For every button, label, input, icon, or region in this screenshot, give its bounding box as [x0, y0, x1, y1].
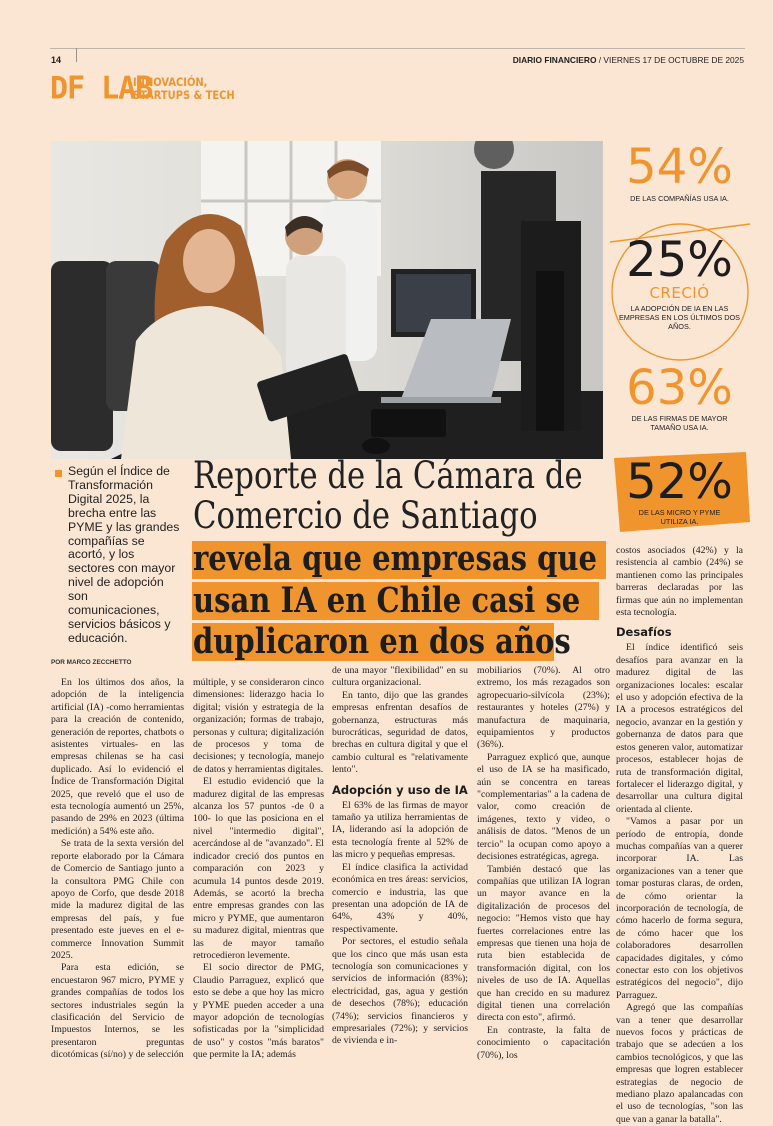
article-column-4 [477, 665, 610, 1062]
caption-marker [55, 470, 62, 477]
section-logo: DF LAB [50, 70, 153, 107]
paragraph: El estudio evidenció que la madurez digital de las empresas alcanza los 57 puntos -de 0 a 100- lo que las posiciona en el nivel "intermedio digital", acercándose al de "avanzado". El indicador creció dos puntos en comparación con 2023 y acumula 14 puntos desde 2019. Además, se acortó la brecha entre empresas grandes con las micro y PYME, que aumentaron su madurez digital, mientras que las de mayor tamaño retrocedieron levemente. [193, 776, 324, 961]
stat-52-label: DE LAS MICRO Y PYME UTILIZA IA. [638, 508, 721, 526]
headline-highlight-line3: duplicaron en dos años [193, 621, 571, 662]
page-number: 14 [51, 55, 62, 65]
article-photo [51, 141, 603, 459]
article-column-2 [193, 677, 324, 1062]
section-subtitle-line1: INNOVACIÓN, [133, 75, 208, 89]
headline-line1: Reporte de la Cámara de [193, 454, 583, 497]
stat-63-label: DE LAS FIRMAS DE MAYOR TAMAÑO USA IA. [631, 414, 728, 432]
paragraph: Se trata de la sexta versión del reporte elaborado por la Cámara de Comercio de Santiago junto a la consultora PMG Chile con apoyo de Corfo, que desde 2018 mide la madurez digital de las empresas del país, y fue presentado este jueves en el e-commerce Innovation Summit 2025. [51, 838, 184, 961]
stat-25-big-label: CRECIÓ [649, 284, 710, 302]
stat-52 [617, 454, 742, 526]
stat-54-value: 54% [626, 139, 733, 195]
stat-25 [612, 232, 747, 331]
stat-63-value: 63% [626, 360, 733, 416]
stat-25-value: 25% [626, 232, 733, 288]
article-column-3 [332, 665, 468, 1048]
subheading-adopcion: Adopción y uso de IA [332, 782, 468, 797]
paragraph: En los últimos dos años, la adopción de la inteligencia artificial (IA) -como herramientas para la creación de contenido, generación de reportes, chatbots o asistentes virtuales- en las empresas chilenas se ha casi duplicado. Así lo evidenció el Índice de Transformación Digital 2025, que reveló que el uso de esta tecnología aumentó un 25%, pasando de 29% en 2023 (última medición) a 54% este año. [51, 677, 184, 837]
paragraph: Agregó que las compañías van a tener que desarrollar nuevos focos y prácticas de trabajo que se adecúen a los cambios tecnológicos, y que las empresas que logren establecer estrategias de negocio de mediano plazo apalancadas con el uso de tecnologías, "son las que van a ganar la batalla". [616, 1002, 743, 1125]
paragraph: de una mayor "flexibilidad" en su cultura organizacional. [332, 665, 468, 689]
paragraph: Parraguez explicó que, aunque el uso de IA se ha masificado, aún se concentra en tareas "complementarias" a la cadena de valor, como creación de imágenes, texto y video, o análisis de datos. "Menos de un tercio" la ocupan como apoyo a decisiones estratégicas, agrega. [477, 751, 610, 863]
office-photo-illustration [51, 141, 603, 459]
headline-highlight-line2: usan IA en Chile casi se [193, 579, 581, 621]
stat-52-value: 52% [626, 454, 733, 510]
article-column-1 [51, 677, 184, 1062]
masthead [513, 55, 744, 65]
header-divider [76, 48, 77, 62]
headline-top [193, 456, 583, 536]
headline-highlight-line1: revela que empresas que [193, 538, 598, 579]
paragraph: El socio director de PMG, Claudio Parraguez, explicó que esto se debe a que hoy las micro y PYME pueden acceder a una mayor adopción de tecnologías sofisticadas por la "simplicidad de uso" y costos "más baratos" que permite la IA; además [193, 962, 324, 1061]
issue-date: / VIERNES 17 DE OCTUBRE DE 2025 [598, 55, 744, 65]
photo-caption: Según el Índice de Transformación Digital 2025, la brecha entre las PYME y las grandes compañías se acortó, y los sectores con mayor nivel de adopción son comunicaciones, servicios básicos y educación. [68, 464, 180, 645]
header-rule [50, 48, 745, 49]
paragraph: También destacó que las compañías que utilizan IA logran un mayor avance en la digitalización de procesos del negocio: "Hemos visto que hay fuertes correlaciones entre las empresas que tienen una hoja de ruta bien establecida de transformación digital, con los niveles de uso de IA. Aquellas que han crecido en su madurez digital tienen una correlación directa con esto", afirmó. [477, 863, 610, 1024]
stat-54 [617, 139, 742, 203]
paragraph: El 63% de las firmas de mayor tamaño ya utiliza herramientas de IA, liderando así la adopción de esta tecnología frente al 52% de las micro y pequeñas empresas. [332, 799, 468, 861]
paragraph: En contraste, la falta de conocimiento o capacitación (70%), los [477, 1024, 610, 1061]
paragraph: mobiliarios (70%). Al otro extremo, los más rezagados son agropecuario-silvícola (23%); restaurantes y hoteles (27%) y manufactura de maquinaria, equipamientos y productos (36%). [477, 665, 610, 751]
paragraph: múltiple, y se consideraron cinco dimensiones: liderazgo hacia lo digital; visión y estrategia de la organización; formas de trabajo, personas y cultura; digitalización de procesos y toma de decisiones; y tecnología, manejo de datos y herramientas digitales. [193, 677, 324, 775]
article-column-5 [616, 545, 743, 1126]
paragraph: costos asociados (42%) y la resistencia al cambio (24%) se mantienen como las principales barreras declaradas por las firmas que aún no implementan esta tecnología. [616, 545, 743, 619]
paragraph: "Vamos a pasar por un período de entropía, donde muchas compañías van a querer incorporar IA. Las organizaciones van a tener que tomar posturas claras, de orden, de cómo orientar la incorporación de tecnología, de cómo hacerlo de forma segura, de cómo hacer que los colaboradores desarrollen capacidades digitales, y cómo conectar esto con los objetivos estratégicos del negocio", dijo Parraguez. [616, 816, 743, 1001]
paragraph: Por sectores, el estudio señala que los cinco que más usan esta tecnología son comunicaciones y servicios de información (83%); electricidad, gas, agua y gestión de desechos (78%); educación (74%); servicios financieros y empresariales (72%); y servicios de vivienda e in- [332, 936, 468, 1047]
paragraph: El índice clasifica la actividad económica en tres áreas: servicios, comercio e industria, las que presentan una adopción de IA de 64%, 43% y 40%, respectivamente. [332, 861, 468, 935]
headline-highlighted [193, 538, 597, 663]
paragraph: El índice identificó seis desafíos para avanzar en la madurez digital de las organizaciones locales: escalar el uso y adopción efectiva de la IA a procesos estratégicos del negocio, avanzar en la gestión y gobernanza de datos para que estos generen valor, automatizar procesos, establecer hojas de ruta de transformación digital, fortalecer el liderazgo digital, y desarrollar una cultura digital orientada al cliente. [616, 642, 743, 815]
paragraph: En tanto, dijo que las grandes empresas enfrentan desafíos de gobernanza, estructuras más burocráticas, seguridad de datos, brechas en cultura digital y que el cambio cultural es "relativamente lento". [332, 689, 468, 776]
paragraph: Para esta edición, se encuestaron 967 micro, PYME y grandes compañías de todos los sectores industriales según la clasificación del Servicio de Impuestos Internos, se les presentaron preguntas dicotómicas (sí/no) y de selección [51, 962, 184, 1061]
headline-line2: Comercio de Santiago [193, 494, 538, 537]
byline: POR MARCO ZECCHETTO [51, 659, 132, 666]
stat-25-label: LA ADOPCIÓN DE IA EN LAS EMPRESAS EN LOS ÚLTIMOS DOS AÑOS. [618, 304, 741, 331]
section-subtitle [133, 76, 235, 101]
section-subtitle-line2: STARTUPS & TECH [133, 87, 235, 102]
stat-54-label: DE LAS COMPAÑÍAS USA IA. [630, 194, 729, 203]
subheading-desafios: Desafíos [616, 625, 672, 640]
publication-name: DIARIO FINANCIERO [512, 55, 597, 65]
stat-63 [617, 360, 742, 432]
